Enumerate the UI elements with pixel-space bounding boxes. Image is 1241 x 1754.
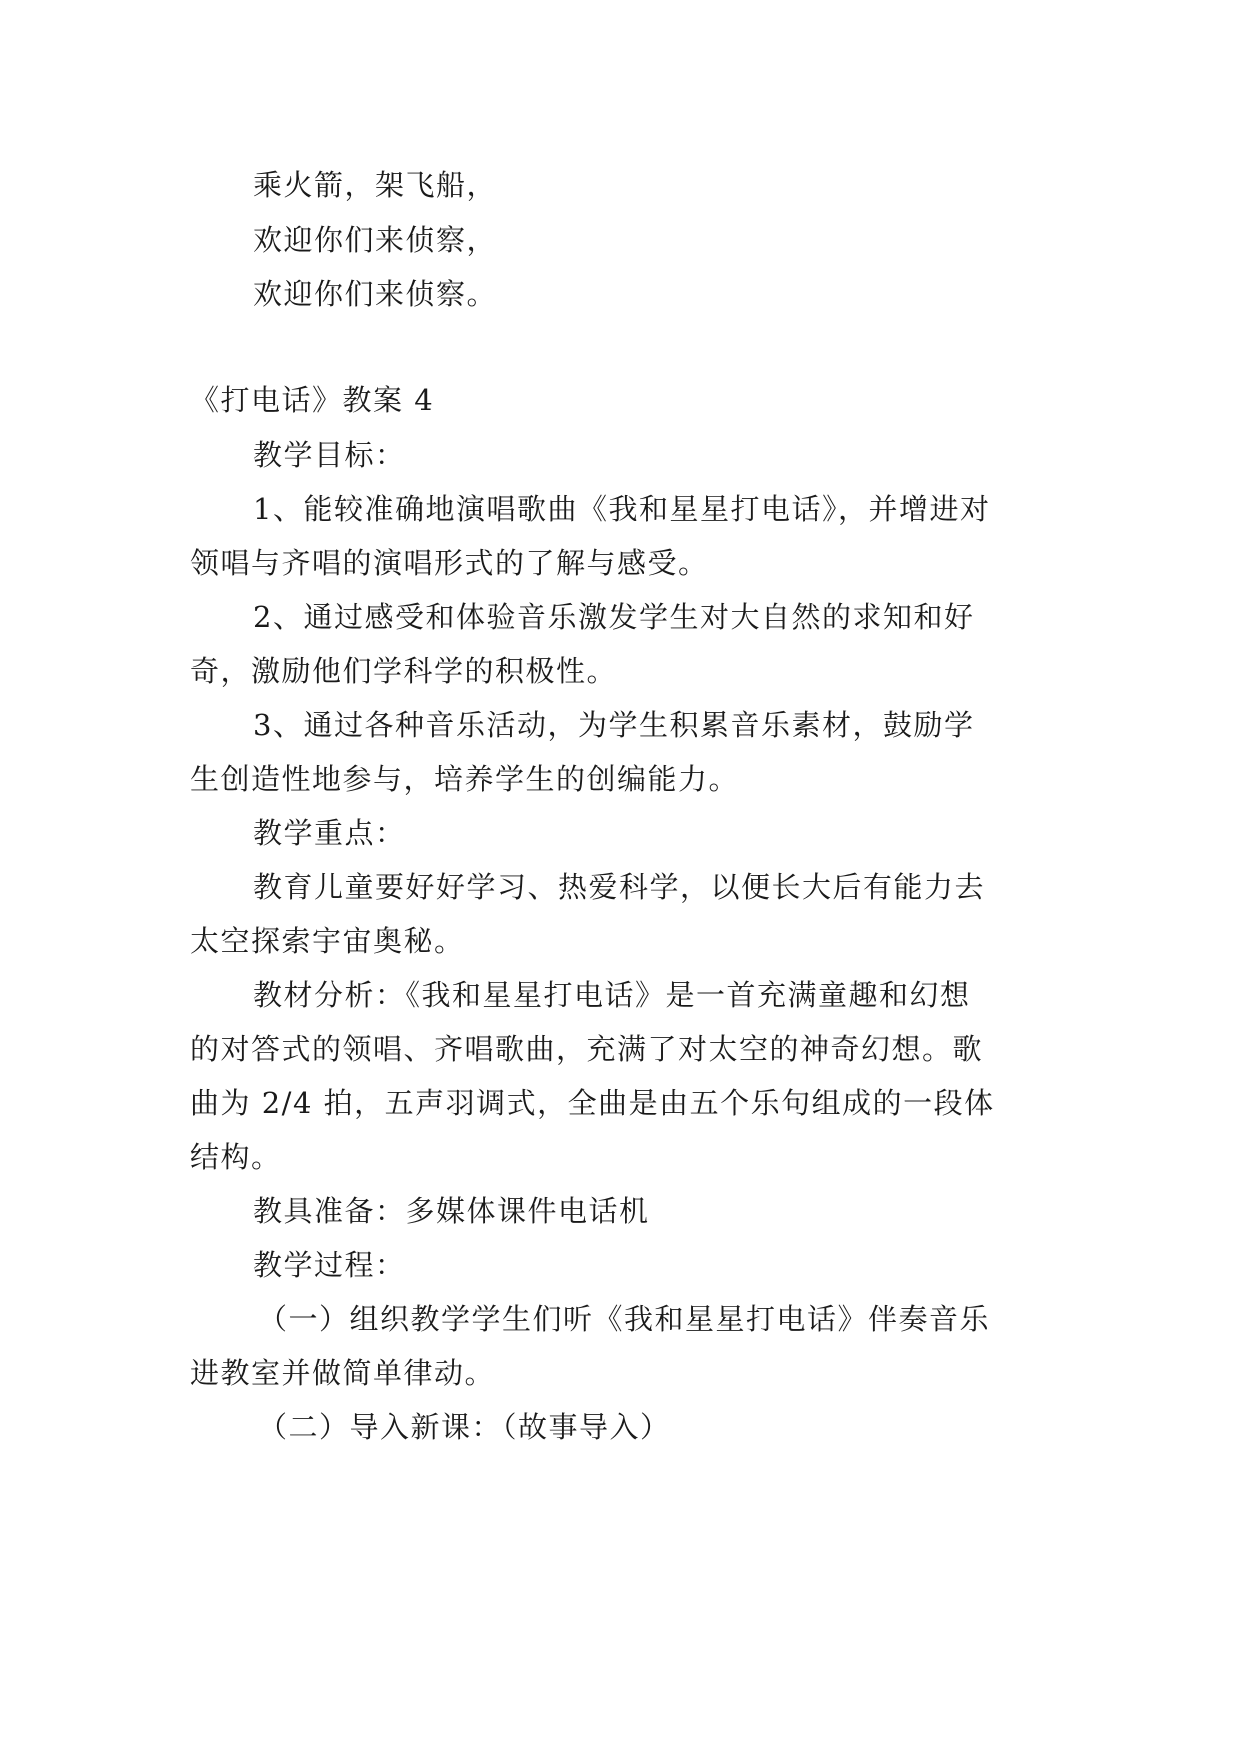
analysis-line-3: 曲为 2/4 拍，五声羽调式，全曲是由五个乐句组成的一段体 [190,1086,995,1120]
process-heading: 教学过程： [253,1248,406,1282]
analysis-line-4: 结构。 [190,1140,282,1174]
objective-3-line-1: 3、通过各种音乐活动，为学生积累音乐素材，鼓励学 [253,708,975,742]
focus-line-2: 太空探索宇宙奥秘。 [190,924,465,958]
objective-2-line-1: 2、通过感受和体验音乐激发学生对大自然的求知和好 [253,600,975,634]
tools-line: 教具准备：多媒体课件电话机 [253,1194,650,1228]
step-1-line-1: （一）组织教学学生们听《我和星星打电话》伴奏音乐 [258,1302,991,1336]
analysis-line-2: 的对答式的领唱、齐唱歌曲，充满了对太空的神奇幻想。歌 [190,1032,984,1066]
poem-line-1: 乘火箭，架飞船， [253,168,498,202]
step-1-line-2: 进教室并做简单律动。 [190,1356,496,1390]
lesson-title: 《打电话》教案 4 [190,383,435,417]
focus-line-1: 教育儿童要好好学习、热爱科学，以便长大后有能力去 [253,870,986,904]
focus-heading: 教学重点： [253,816,406,850]
objective-1-line-2: 领唱与齐唱的演唱形式的了解与感受。 [190,546,709,580]
objectives-heading: 教学目标： [253,438,406,472]
objective-2-line-2: 奇，激励他们学科学的积极性。 [190,654,618,688]
objective-3-line-2: 生创造性地参与，培养学生的创编能力。 [190,762,740,796]
poem-line-3: 欢迎你们来侦察。 [253,277,498,311]
analysis-line-1: 教材分析：《我和星星打电话》是一首充满童趣和幻想 [253,978,971,1012]
poem-line-2: 欢迎你们来侦察， [253,223,498,257]
step-2-line: （二）导入新课：（故事导入） [258,1410,671,1444]
objective-1-line-1: 1、能较准确地演唱歌曲《我和星星打电话》，并增进对 [253,492,991,526]
